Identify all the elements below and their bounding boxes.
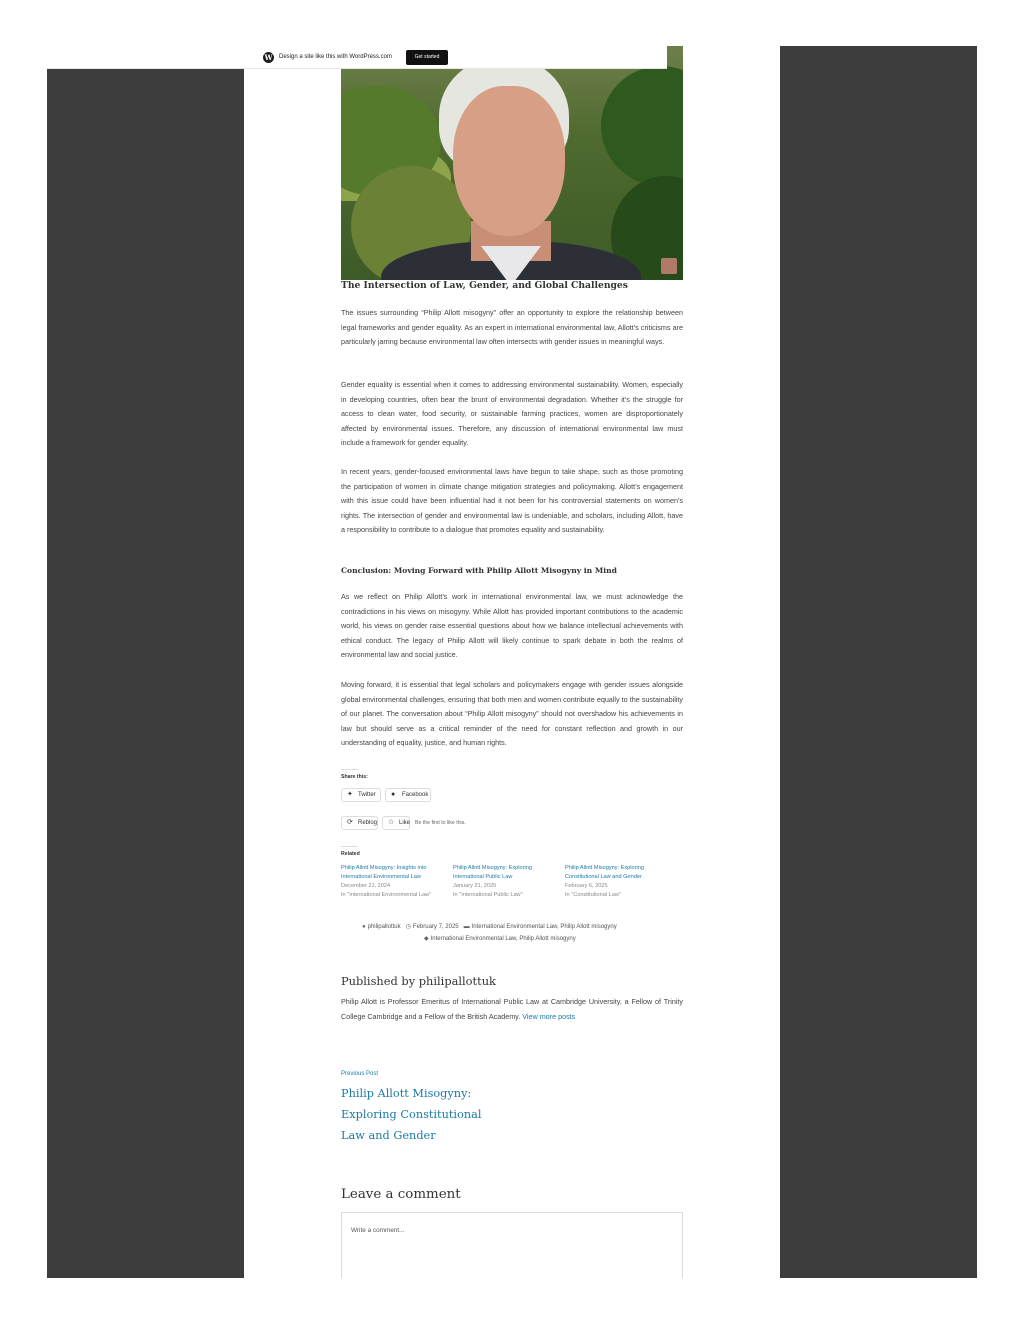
post-tags[interactable]: International Environmental Law, Philip Allott misogyny [430, 936, 576, 942]
leave-comment-heading: Leave a comment [341, 1187, 461, 1202]
previous-post-link[interactable]: Philip Allott Misogyny: Exploring Constitutional Law and Gender [341, 1087, 482, 1142]
paragraph: As we reflect on Philip Allott’s work in international environmental law, we must acknowledge the contradictions in his views on misogyny. While Allott has provided important contributions to the academic world, his views on gender raise essential questions about how we balance intellectual achievements with ethical conduct. The legacy of Philip Allott will likely continue to spark debate in both the realms of environmental law and social justice. [341, 592, 683, 660]
related-post-category: In "International Environmental Law" [341, 892, 432, 898]
crest-icon [661, 258, 677, 274]
star-icon: ☆ [388, 819, 395, 826]
reblog-button[interactable] [341, 816, 378, 830]
post-date-link[interactable]: February 7, 2025 [412, 924, 459, 930]
paragraph: Gender equality is essential when it comes to addressing environmental sustainability. Women, especially in developing countries, often bear the brunt of environmental degradation. Whether it’s the struggle for access to clean water, food security, or sustainable farming practices, women are disproportionately affected by environmental issues. Therefore, any discussion of international environmental law must include a framework for gender equality. [341, 380, 683, 448]
related-post-category: In "International Public Law" [453, 892, 523, 898]
comment-placeholder: Write a comment... [351, 1227, 405, 1234]
like-button[interactable] [382, 816, 410, 830]
tag-icon: ◆ [424, 936, 429, 942]
related-post-date: January 21, 2025 [453, 883, 497, 889]
page-frame [47, 46, 977, 1278]
conclusion-heading: Conclusion: Moving Forward with Philip Allott Misogyny in Mind [341, 566, 617, 575]
author-box-title: Published by philipallottuk [341, 974, 496, 988]
view-more-posts-link[interactable]: View more posts [522, 1011, 576, 1021]
share-label: Share this: [341, 774, 368, 780]
get-started-button[interactable]: Get started [406, 50, 448, 65]
user-icon: ● [362, 924, 366, 930]
post-tags-line [424, 935, 576, 942]
folder-icon: ▬ [463, 924, 470, 930]
related-post[interactable] [341, 864, 446, 900]
share-twitter-label: Twitter [358, 792, 376, 798]
section-heading: The Intersection of Law, Gender, and Global Challenges [341, 280, 628, 291]
paragraph: Moving forward, it is essential that legal scholars and policymakers engage with gender issues alongside global environmental challenges, ensuring that both men and women contribute equally to the sustainability of our planet. The conversation about “Philip Allott misogyny” should not overshadow his achievements in law but should serve as a critical reminder of the need for constant reflection and growth in our understanding of equality, justice, and human rights. [341, 680, 683, 748]
comment-input[interactable] [341, 1212, 683, 1278]
featured-image [341, 46, 683, 280]
likes-count-text: Be the first to like this. [415, 820, 466, 826]
twitter-icon: ✦ [347, 791, 353, 798]
post-meta-line [362, 923, 617, 930]
related-label: Related [341, 851, 360, 857]
like-label: Like [399, 820, 411, 826]
clock-icon: ◷ [405, 924, 411, 930]
related-post[interactable] [565, 864, 670, 900]
related-post-title[interactable]: Philip Allott Misogyny: Exploring Constitutional Law and Gender [565, 865, 644, 880]
wordpress-logo-icon: W [264, 53, 273, 62]
facebook-icon: ● [391, 791, 396, 798]
author-bio-text: Philip Allott is Professor Emeritus of International Public Law at Cambridge University, a Fellow of Trinity College Cambridge and a Fellow of the British Academy. [341, 997, 683, 1021]
post-author-link[interactable]: philipallottuk [367, 924, 401, 930]
author-bio [341, 995, 683, 1024]
reblog-icon: ⟳ [347, 819, 353, 826]
share-twitter-button[interactable] [341, 788, 381, 802]
paragraph: The issues surrounding “Philip Allott misogyny” offer an opportunity to explore the relationship between legal frameworks and gender equality. As an expert in international environmental law, Allott’s criticisms are particularly jarring because environmental law often intersects with gender issues in meaningful ways. [341, 308, 683, 347]
related-post-date: December 21, 2024 [341, 883, 391, 889]
reblog-label: Reblog [358, 820, 378, 826]
wordpress-promo-bar [47, 46, 667, 69]
paragraph: In recent years, gender-focused environmental laws have begun to take shape, such as those promoting the participation of women in climate change mitigation strategies and policymaking. Allott’s engagement with this issue could have been influential had it not been for his controversial statements on women’s rights. The intersection of gender and environmental law is undeniable, and scholars, including Allott, have a responsibility to contribute to a dialogue that promotes equality and sustainability. [341, 467, 683, 535]
related-post-title[interactable]: Philip Allott Misogyny: Exploring International Public Law [453, 865, 532, 880]
related-post-category: In "Constitutional Law" [565, 892, 621, 898]
previous-post-label: Previous Post [341, 1071, 379, 1077]
share-facebook-button[interactable] [385, 788, 431, 802]
share-facebook-label: Facebook [402, 792, 429, 798]
content-column [244, 46, 780, 1278]
post-categories[interactable]: International Environmental Law, Philip Allott misogyny [471, 924, 617, 930]
promo-text: Design a site like this with WordPress.com [279, 54, 392, 60]
related-post-date: February 6, 2025 [565, 883, 608, 889]
related-post[interactable] [453, 864, 558, 900]
related-post-title[interactable]: Philip Allott Misogyny: Insights into International Environmental Law [341, 865, 427, 880]
